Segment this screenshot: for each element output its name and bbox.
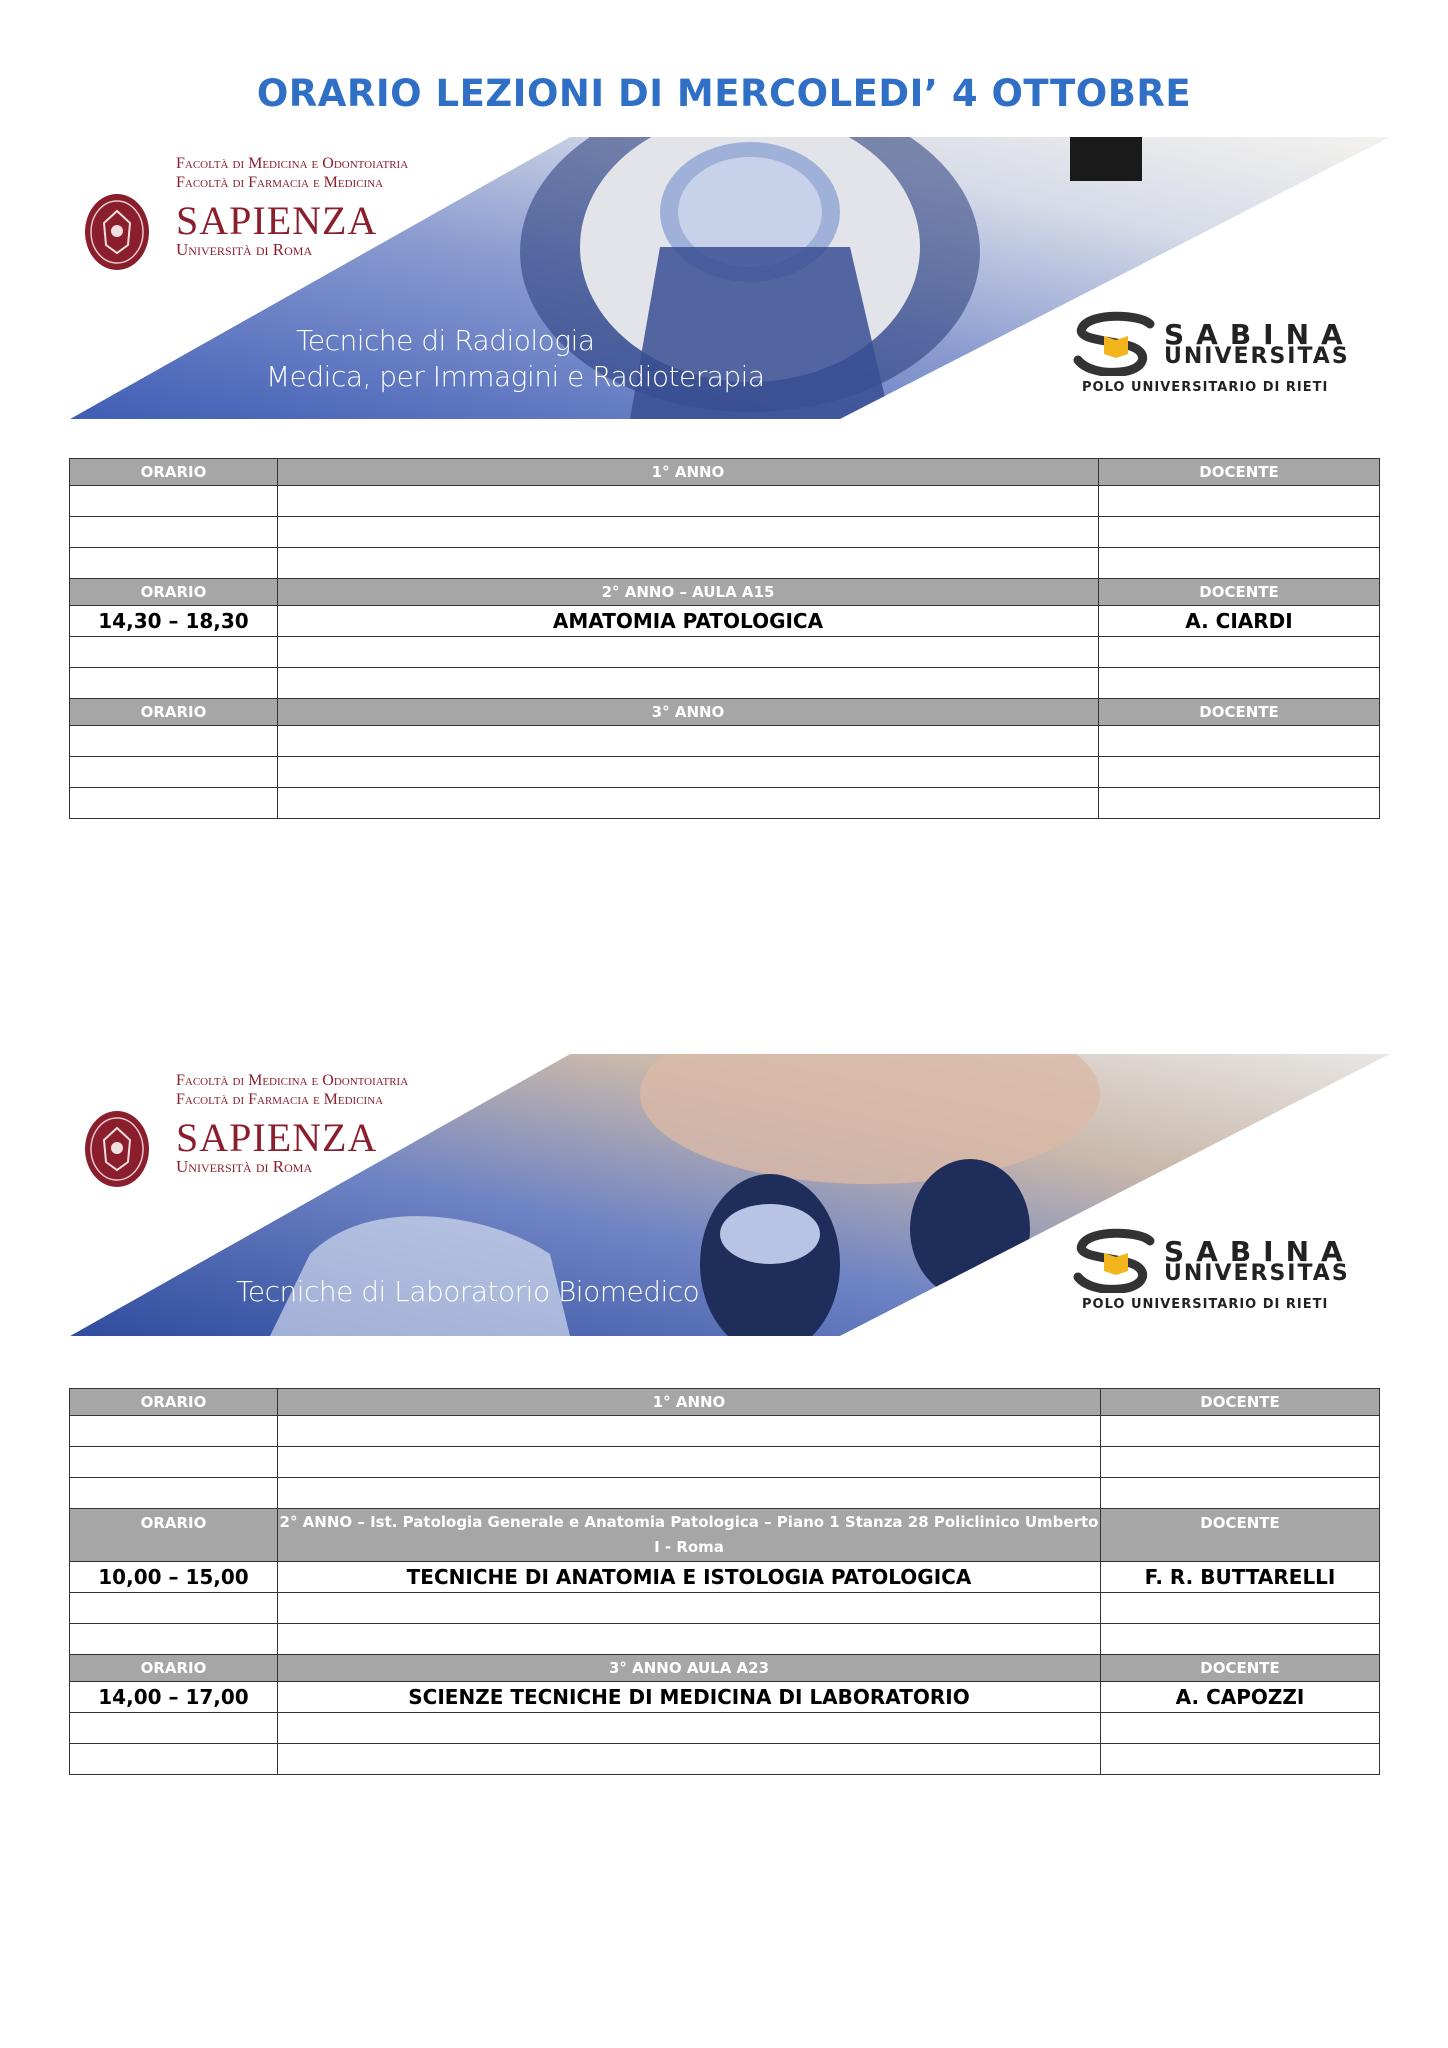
teacher-cell [1101, 1713, 1380, 1744]
table-row [70, 1416, 1380, 1447]
schedule-table-radiologia [69, 458, 1380, 819]
banner-laboratorio [70, 1054, 1390, 1336]
teacher-cell [1099, 637, 1380, 668]
table-row [70, 1713, 1380, 1744]
course-cell [278, 517, 1099, 548]
university-subtitle: Università di Roma [176, 240, 313, 259]
course-title [266, 323, 765, 395]
table-row [70, 486, 1380, 517]
table-header-row [70, 579, 1380, 606]
teacher-cell [1099, 548, 1380, 579]
teacher-cell [1101, 1744, 1380, 1775]
course-cell [278, 486, 1099, 517]
table-header-row [70, 1389, 1380, 1416]
time-cell [70, 1447, 278, 1478]
sapienza-wordmark [176, 1115, 378, 1176]
table-header-row [70, 699, 1380, 726]
course-title-line-2: Medica, per Immagini e Radioterapia [266, 360, 765, 393]
time-cell: 14,00 – 17,00 [70, 1682, 278, 1713]
course-cell [278, 788, 1099, 819]
sabina-s-icon [1070, 310, 1162, 376]
table-row [70, 637, 1380, 668]
teacher-cell: A. CAPOZZI [1101, 1682, 1380, 1713]
sapienza-seal-icon [84, 1110, 150, 1188]
teacher-cell [1099, 726, 1380, 757]
course-cell [278, 1744, 1101, 1775]
table-row [70, 1744, 1380, 1775]
table-row [70, 606, 1380, 637]
header-docente: DOCENTE [1099, 579, 1380, 606]
table-header-row [70, 1509, 1380, 1562]
faculty-names [176, 1071, 408, 1109]
header-orario: ORARIO [70, 1389, 278, 1416]
sapienza-wordmark [176, 198, 378, 259]
time-cell [70, 757, 278, 788]
teacher-cell [1099, 486, 1380, 517]
university-name: SAPIENZA [176, 198, 378, 243]
table-header-row [70, 1655, 1380, 1682]
partner-name-line-2: UNIVERSITAS [1164, 344, 1350, 369]
partner-name-line-1: SABINA [1164, 318, 1355, 351]
sabina-universitas-logo [1070, 1227, 1370, 1336]
sapienza-seal-icon [84, 193, 150, 271]
header-anno: 3° ANNO [278, 699, 1099, 726]
header-docente: DOCENTE [1099, 699, 1380, 726]
table-row [70, 1447, 1380, 1478]
sabina-universitas-logo [1070, 310, 1370, 419]
faculty-line-2: Facoltà di Farmacia e Medicina [176, 1091, 384, 1108]
partner-name-line-1: SABINA [1164, 1235, 1355, 1268]
header-orario: ORARIO [70, 699, 278, 726]
partner-name-line-2: UNIVERSITAS [1164, 1261, 1350, 1286]
table-row [70, 1624, 1380, 1655]
table-row [70, 726, 1380, 757]
course-title [236, 1274, 699, 1310]
course-cell: AMATOMIA PATOLOGICA [278, 606, 1099, 637]
course-cell [278, 548, 1099, 579]
time-cell [70, 548, 278, 579]
time-cell [70, 1744, 278, 1775]
teacher-cell [1101, 1593, 1380, 1624]
header-docente: DOCENTE [1101, 1389, 1380, 1416]
time-cell [70, 668, 278, 699]
time-cell [70, 788, 278, 819]
teacher-cell [1099, 788, 1380, 819]
time-cell [70, 726, 278, 757]
course-cell [278, 1416, 1101, 1447]
teacher-cell [1101, 1416, 1380, 1447]
table-row [70, 517, 1380, 548]
faculty-line-1: Facoltà di Medicina e Odontoiatria [176, 1072, 409, 1089]
time-cell [70, 1624, 278, 1655]
university-subtitle: Università di Roma [176, 1157, 313, 1176]
faculty-line-1: Facoltà di Medicina e Odontoiatria [176, 155, 409, 172]
teacher-cell [1099, 757, 1380, 788]
course-cell [278, 757, 1099, 788]
course-cell [278, 1478, 1101, 1509]
header-orario: ORARIO [70, 1655, 278, 1682]
course-cell [278, 637, 1099, 668]
course-cell [278, 1624, 1101, 1655]
header-docente: DOCENTE [1099, 459, 1380, 486]
course-title-line-1: Tecniche di Radiologia [296, 324, 595, 357]
time-cell [70, 1713, 278, 1744]
table-row [70, 548, 1380, 579]
header-docente: DOCENTE [1101, 1655, 1380, 1682]
teacher-cell [1099, 517, 1380, 548]
page-title: ORARIO LEZIONI DI MERCOLEDI’ 4 OTTOBRE [256, 72, 1192, 115]
teacher-cell [1099, 668, 1380, 699]
banner-radiologia [70, 137, 1390, 419]
teacher-cell [1101, 1478, 1380, 1509]
faculty-names [176, 154, 408, 192]
table-row [70, 668, 1380, 699]
header-orario: ORARIO [70, 459, 278, 486]
course-cell [278, 668, 1099, 699]
university-name: SAPIENZA [176, 1115, 378, 1160]
time-cell [70, 1593, 278, 1624]
header-anno: 2° ANNO – Ist. Patologia Generale e Anatomia Patologica – Piano 1 Stanza 28 Policlinico Umberto I - Roma [278, 1509, 1101, 1562]
teacher-cell [1101, 1447, 1380, 1478]
header-docente: DOCENTE [1101, 1509, 1380, 1562]
time-cell: 10,00 – 15,00 [70, 1562, 278, 1593]
course-cell [278, 726, 1099, 757]
time-cell: 14,30 – 18,30 [70, 606, 278, 637]
course-cell [278, 1593, 1101, 1624]
faculty-line-2: Facoltà di Farmacia e Medicina [176, 174, 384, 191]
header-anno: 1° ANNO [278, 459, 1099, 486]
time-cell [70, 486, 278, 517]
course-cell: SCIENZE TECNICHE DI MEDICINA DI LABORATORIO [278, 1682, 1101, 1713]
header-anno: 3° ANNO AULA A23 [278, 1655, 1101, 1682]
table-row [70, 1593, 1380, 1624]
schedule-table-laboratorio [69, 1388, 1380, 1775]
table-row [70, 788, 1380, 819]
time-cell [70, 1478, 278, 1509]
partner-subtitle: POLO UNIVERSITARIO DI RIETI [1082, 1297, 1329, 1312]
header-orario: ORARIO [70, 579, 278, 606]
header-anno: 1° ANNO [278, 1389, 1101, 1416]
table-row [70, 1682, 1380, 1713]
header-anno: 2° ANNO – AULA A15 [278, 579, 1099, 606]
table-row [70, 757, 1380, 788]
time-cell [70, 1416, 278, 1447]
table-row [70, 1478, 1380, 1509]
teacher-cell: A. CIARDI [1099, 606, 1380, 637]
teacher-cell [1101, 1624, 1380, 1655]
time-cell [70, 637, 278, 668]
course-cell: TECNICHE DI ANATOMIA E ISTOLOGIA PATOLOGICA [278, 1562, 1101, 1593]
header-orario: ORARIO [70, 1509, 278, 1562]
course-cell [278, 1713, 1101, 1744]
table-row [70, 1562, 1380, 1593]
table-header-row [70, 459, 1380, 486]
course-title-line-1: Tecniche di Laboratorio Biomedico [236, 1275, 700, 1308]
course-cell [278, 1447, 1101, 1478]
partner-subtitle: POLO UNIVERSITARIO DI RIETI [1082, 380, 1329, 395]
time-cell [70, 517, 278, 548]
teacher-cell: F. R. BUTTARELLI [1101, 1562, 1380, 1593]
sabina-s-icon [1070, 1227, 1162, 1293]
